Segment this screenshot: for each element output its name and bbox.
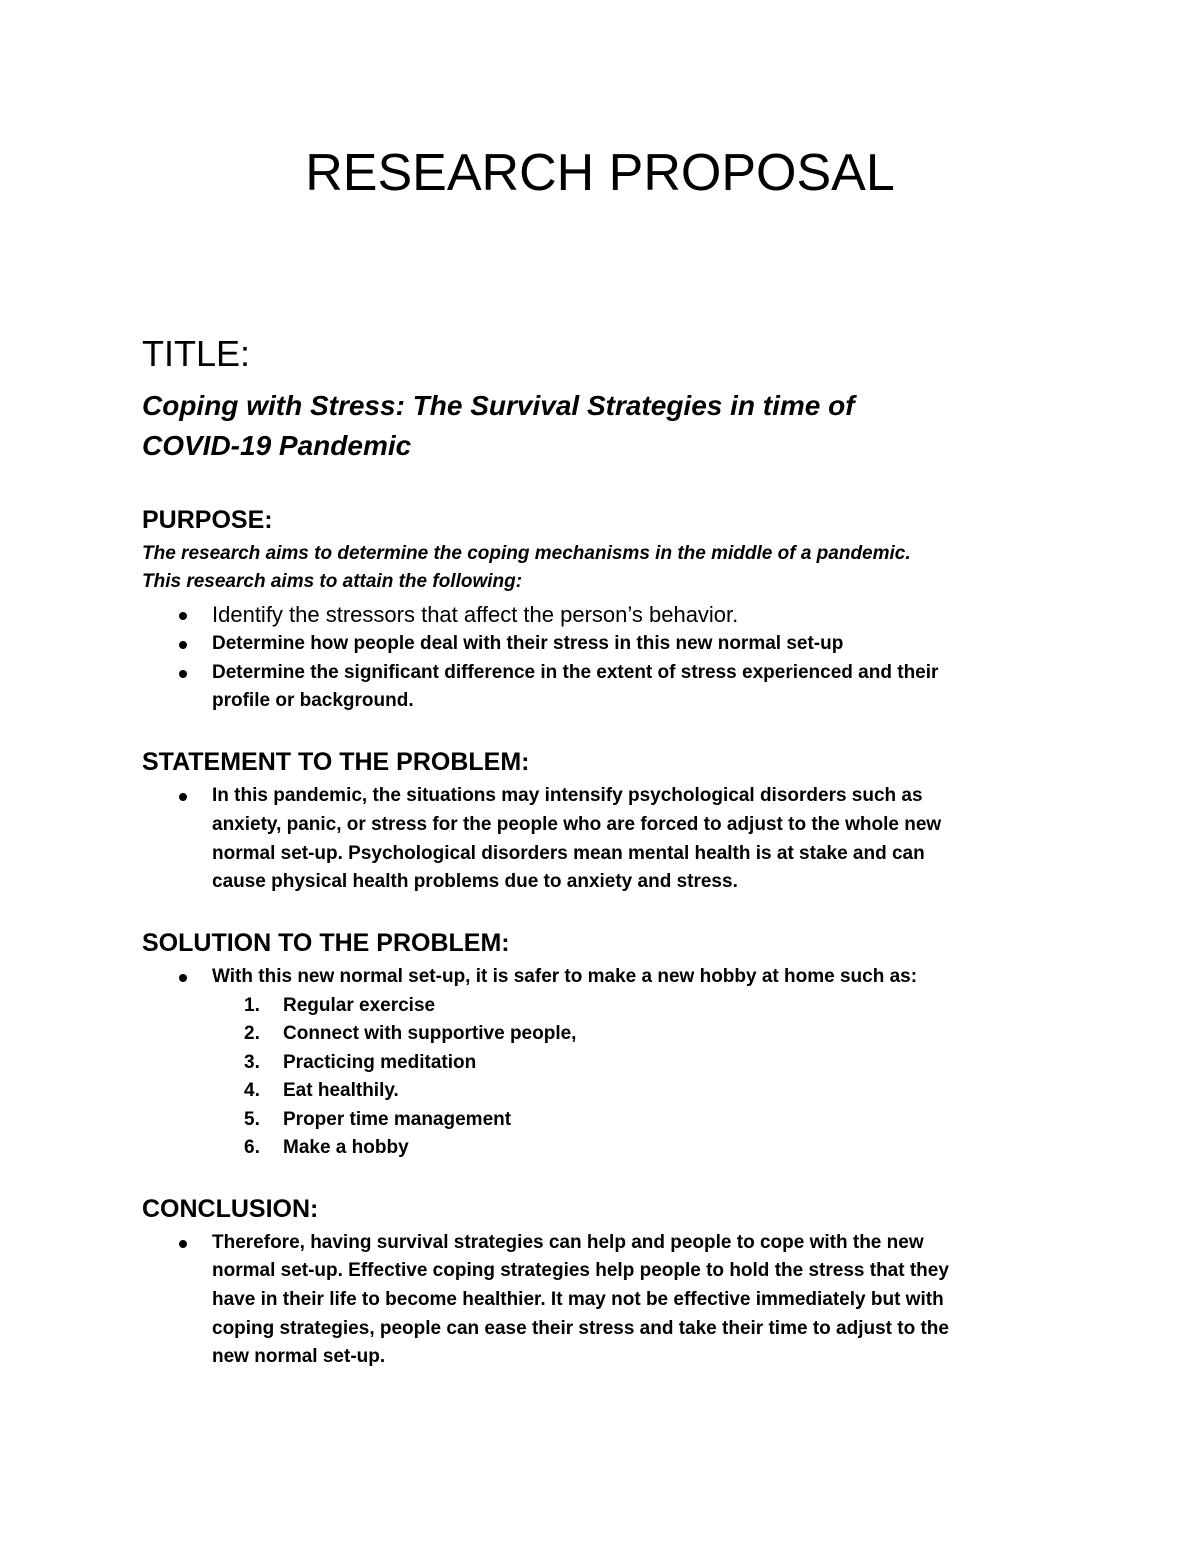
numbered-item — [212, 1134, 1072, 1163]
title-label: TITLE: — [142, 333, 251, 374]
bullet-icon — [179, 670, 187, 678]
document-body — [142, 330, 1072, 1372]
item-number: 5. — [244, 1108, 260, 1130]
list-item — [142, 1229, 1072, 1373]
conclusion-heading: CONCLUSION: — [142, 1194, 319, 1223]
purpose-intro: The research aims to determine the coping mechanisms in the middle of a pandemic. — [142, 543, 911, 564]
list-item-line: normal set-up. Effective coping strategies help people to hold the stress that they — [212, 1260, 949, 1282]
solution-numbered-list — [212, 992, 1072, 1163]
numbered-item-text: Regular exercise — [283, 994, 436, 1016]
item-number: 2. — [244, 1023, 260, 1045]
list-item-line: coping strategies, people can ease their stress and take their time to adjust to the — [212, 1317, 949, 1339]
list-item-line: Therefore, having survival strategies can help and people to cope with the new — [212, 1231, 924, 1253]
numbered-item-text: Make a hobby — [283, 1137, 409, 1159]
conclusion-list — [142, 1229, 1072, 1373]
bullet-icon — [179, 641, 187, 649]
list-item-line: anxiety, panic, or stress for the people who are forced to adjust to the whole new — [212, 813, 942, 835]
item-number: 1. — [244, 994, 260, 1016]
list-item — [142, 782, 1072, 897]
purpose-list — [142, 600, 1072, 716]
proposal-title-line: COVID-19 Pandemic — [142, 430, 412, 461]
numbered-item-text: Eat healthily. — [283, 1080, 399, 1102]
numbered-item-text: Connect with supportive people, — [283, 1023, 577, 1045]
solution-list — [142, 963, 1072, 1163]
list-item-text: Determine the significant difference in the extent of stress experienced and their — [212, 661, 939, 683]
numbered-item-text: Proper time management — [283, 1108, 512, 1130]
bullet-icon — [179, 1240, 187, 1248]
list-item-line: In this pandemic, the situations may intensify psychological disorders such as — [212, 785, 923, 807]
bullet-icon — [179, 974, 187, 982]
bullet-icon — [179, 793, 187, 801]
list-item-line: normal set-up. Psychological disorders mean mental health is at stake and can — [212, 842, 925, 864]
list-item-text: Identify the stressors that affect the person’s behavior. — [212, 602, 739, 627]
list-item-line: have in their life to become healthier. It may not be effective immediately but with — [212, 1289, 944, 1311]
numbered-item — [212, 1020, 1072, 1049]
bullet-icon — [179, 612, 187, 620]
item-number: 3. — [244, 1051, 260, 1073]
list-item-line: new normal set-up. — [212, 1346, 386, 1368]
item-number: 4. — [244, 1080, 260, 1102]
list-item-text: With this new normal set-up, it is safer to make a new hobby at home such as: — [212, 965, 918, 987]
numbered-item — [212, 992, 1072, 1021]
statement-heading: STATEMENT TO THE PROBLEM: — [142, 748, 530, 777]
solution-heading: SOLUTION TO THE PROBLEM: — [142, 928, 510, 957]
purpose-heading: PURPOSE: — [142, 506, 273, 534]
list-item-line: cause physical health problems due to anxiety and stress. — [212, 871, 738, 893]
list-item — [142, 963, 1072, 1163]
numbered-item-text: Practicing meditation — [283, 1051, 477, 1073]
numbered-item — [212, 1106, 1072, 1135]
list-item — [142, 630, 1072, 659]
document-heading: RESEARCH PROPOSAL — [305, 144, 895, 202]
statement-list — [142, 782, 1072, 897]
list-item-text: profile or background. — [212, 690, 414, 712]
item-number: 6. — [244, 1137, 260, 1159]
proposal-title — [142, 386, 1072, 466]
list-item — [142, 600, 1072, 630]
purpose-intro: This research aims to attain the following: — [142, 571, 523, 592]
numbered-item — [212, 1049, 1072, 1078]
proposal-title-line: Coping with Stress: The Survival Strategies in time of — [142, 390, 855, 421]
list-item-text: Determine how people deal with their stress in this new normal set-up — [212, 633, 844, 654]
list-item — [142, 659, 1072, 716]
numbered-item — [212, 1077, 1072, 1106]
